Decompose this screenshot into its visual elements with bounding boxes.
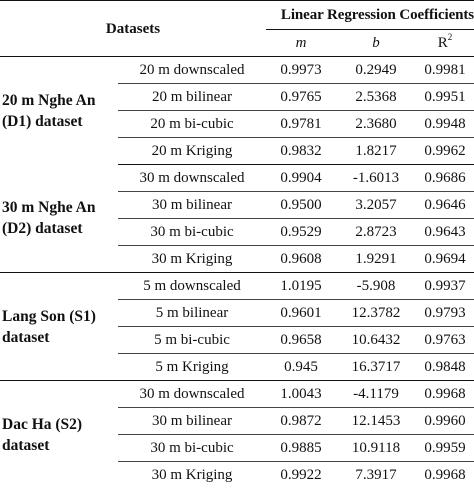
dataset-name-line1: 30 m Nghe An	[2, 199, 95, 216]
dataset-name-cell	[0, 273, 118, 381]
r2-cell: 0.9962	[416, 138, 474, 165]
dataset-name-line2: (D2) dataset	[2, 220, 83, 237]
b-cell: 2.3680	[336, 111, 416, 138]
b-cell: 12.1453	[336, 408, 416, 435]
m-cell: 1.0195	[266, 273, 336, 300]
r2-cell: 0.9643	[416, 219, 474, 246]
method-cell: 20 m Kriging	[118, 138, 266, 165]
b-cell: 3.2057	[336, 192, 416, 219]
r2-cell: 0.9694	[416, 246, 474, 273]
table-row	[0, 57, 474, 84]
coefficients-group-header: Linear Regression Coefficients	[266, 1, 474, 30]
m-cell: 0.9765	[266, 84, 336, 111]
r2-base: R	[438, 35, 448, 51]
method-cell: 30 m downscaled	[118, 165, 266, 192]
r2-cell: 0.9937	[416, 273, 474, 300]
r2-cell: 0.9960	[416, 408, 474, 435]
m-cell: 0.9601	[266, 300, 336, 327]
r2-cell: 0.9968	[416, 462, 474, 488]
method-cell: 30 m bilinear	[118, 192, 266, 219]
method-cell: 30 m bi-cubic	[118, 435, 266, 462]
dataset-name-line2: dataset	[2, 437, 49, 454]
b-cell: 0.2949	[336, 57, 416, 84]
r2-cell: 0.9959	[416, 435, 474, 462]
dataset-name-line1: Dac Ha (S2)	[2, 416, 82, 433]
b-cell: 7.3917	[336, 462, 416, 488]
table-row	[0, 165, 474, 192]
m-cell: 0.9832	[266, 138, 336, 165]
method-cell: 5 m downscaled	[118, 273, 266, 300]
r2-cell: 0.9981	[416, 57, 474, 84]
m-cell: 0.9872	[266, 408, 336, 435]
r2-cell: 0.9686	[416, 165, 474, 192]
b-cell: 1.9291	[336, 246, 416, 273]
dataset-name-line1: 20 m Nghe An	[2, 92, 95, 109]
method-cell: 5 m bi-cubic	[118, 327, 266, 354]
dataset-name-line1: Lang Son (S1)	[2, 308, 96, 325]
m-cell: 0.945	[266, 354, 336, 381]
r2-cell: 0.9968	[416, 381, 474, 408]
m-cell: 0.9608	[266, 246, 336, 273]
method-cell: 30 m downscaled	[118, 381, 266, 408]
dataset-name-line2: dataset	[2, 329, 49, 346]
b-cell: 16.3717	[336, 354, 416, 381]
b-cell: -4.1179	[336, 381, 416, 408]
method-cell: 20 m downscaled	[118, 57, 266, 84]
datasets-header: Datasets	[0, 1, 266, 57]
table-body	[0, 57, 474, 488]
header-row-top	[0, 1, 474, 30]
m-cell: 0.9658	[266, 327, 336, 354]
col-m-header: m	[266, 30, 336, 57]
m-cell: 0.9973	[266, 57, 336, 84]
method-cell: 5 m Kriging	[118, 354, 266, 381]
b-cell: 12.3782	[336, 300, 416, 327]
m-cell: 0.9529	[266, 219, 336, 246]
method-cell: 30 m bilinear	[118, 408, 266, 435]
r2-superscript: 2	[448, 32, 453, 42]
dataset-name-cell	[0, 57, 118, 165]
m-cell: 1.0043	[266, 381, 336, 408]
b-cell: 2.5368	[336, 84, 416, 111]
method-cell: 30 m Kriging	[118, 246, 266, 273]
m-cell: 0.9885	[266, 435, 336, 462]
dataset-name-line2: (D1) dataset	[2, 113, 83, 130]
b-cell: -5.908	[336, 273, 416, 300]
r2-cell: 0.9951	[416, 84, 474, 111]
b-cell: 1.8217	[336, 138, 416, 165]
method-cell: 20 m bi-cubic	[118, 111, 266, 138]
method-cell: 30 m Kriging	[118, 462, 266, 488]
r2-cell: 0.9948	[416, 111, 474, 138]
col-b-header: b	[336, 30, 416, 57]
table-row	[0, 273, 474, 300]
m-cell: 0.9922	[266, 462, 336, 488]
r2-cell: 0.9793	[416, 300, 474, 327]
r2-cell: 0.9848	[416, 354, 474, 381]
method-cell: 20 m bilinear	[118, 84, 266, 111]
m-cell: 0.9781	[266, 111, 336, 138]
b-cell: -1.6013	[336, 165, 416, 192]
method-cell: 30 m bi-cubic	[118, 219, 266, 246]
r2-cell: 0.9646	[416, 192, 474, 219]
r2-cell: 0.9763	[416, 327, 474, 354]
method-cell: 5 m bilinear	[118, 300, 266, 327]
table-row	[0, 381, 474, 408]
m-cell: 0.9500	[266, 192, 336, 219]
dataset-name-cell	[0, 165, 118, 273]
m-cell: 0.9904	[266, 165, 336, 192]
b-cell: 2.8723	[336, 219, 416, 246]
b-cell: 10.6432	[336, 327, 416, 354]
col-r2-header	[416, 30, 474, 57]
b-cell: 10.9118	[336, 435, 416, 462]
dataset-name-cell	[0, 381, 118, 488]
